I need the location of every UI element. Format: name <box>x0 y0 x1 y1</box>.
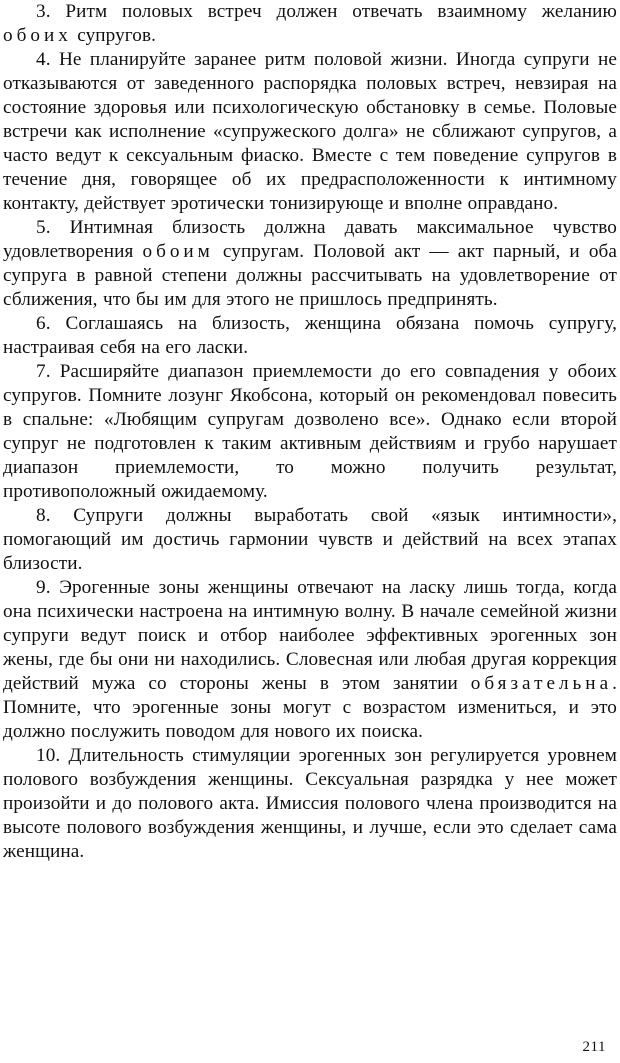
paragraph-rule-6 <box>3 312 617 360</box>
paragraph-text: 8. Супруги должны выработать свой «язык интимности», помогающий им достичь гармонии чувств и действий на всех этапах близости. <box>3 505 617 574</box>
paragraph-text: 5. Интимная близость должна давать максимальное чувство удовлетворения <box>3 217 617 262</box>
paragraph-rule-9 <box>3 576 617 744</box>
paragraph-text: супругов. <box>71 25 157 46</box>
paragraph-rule-4 <box>3 48 617 216</box>
emphasized-word: обязательна <box>470 673 613 694</box>
paragraph-text: супругам. Половой акт — акт парный, и оба супруга в равной степени должны рассчитывать на удовлетворение от сближения, что бы им для этого не пришлось предпринять. <box>3 241 617 310</box>
paragraph-rule-10 <box>3 744 617 864</box>
emphasized-word: обоим <box>142 241 214 262</box>
page-number: 211 <box>582 1039 606 1055</box>
paragraph-rule-5 <box>3 216 617 312</box>
paragraph-text: 10. Длительность стимуляции эрогенных зон регулируется уровнем полового возбуждения женщины. Сексуальная разрядка у нее может произойти и до полового акта. Имиссия полового члена производится на высоте полового возбуждения женщины, и лучше, если это сделает сама женщина. <box>3 745 617 862</box>
paragraph-text: 3. Ритм половых встреч должен отвечать взаимному желанию <box>36 1 617 22</box>
paragraph-text: . Помните, что эрогенные зоны могут с возрастом измениться, и это должно послужить поводом для нового их поиска. <box>3 673 617 742</box>
paragraph-text: 6. Соглашаясь на близость, женщина обязана помочь супругу, настраивая себя на его ласки. <box>3 313 617 358</box>
paragraph-text: 4. Не планируйте заранее ритм половой жизни. Иногда супруги не отказываются от заведенного распорядка половых встреч, невзирая на состояние здоровья или психологическую обстановку в семье. Половые встречи как исполнение «супружеского долга» не сближают супругов, а часто ведут к сексуальным фиаско. Вместе с тем поведение супругов в течение дня, говорящее об их предрасположенности к интимному контакту, действует эротически тонизирующе и вполне оправдано. <box>3 49 617 214</box>
book-page <box>3 0 617 864</box>
emphasized-word: обоих <box>3 25 72 46</box>
paragraph-rule-3 <box>3 0 617 48</box>
paragraph-text: 7. Расширяйте диапазон приемлемости до его совпадения у обоих супругов. Помните лозунг Якобсона, который он рекомендовал повесить в спальне: «Любящим супругам дозволено все». Однако если второй супруг не подготовлен к таким активным действиям и грубо нарушает диапазон приемлемости, то можно получить результат, противоположный ожидаемому. <box>3 361 617 502</box>
paragraph-rule-7 <box>3 360 617 504</box>
paragraph-text: 9. Эрогенные зоны женщины отвечают на ласку лишь тогда, когда она психически настроена на интимную волну. В начале семейной жизни супруги ведут поиск и отбор наиболее эффективных эрогенных зон жены, где бы они ни находились. Словесная или любая другая коррекция действий мужа со стороны жены в этом занятии <box>3 577 617 694</box>
paragraph-rule-8 <box>3 504 617 576</box>
